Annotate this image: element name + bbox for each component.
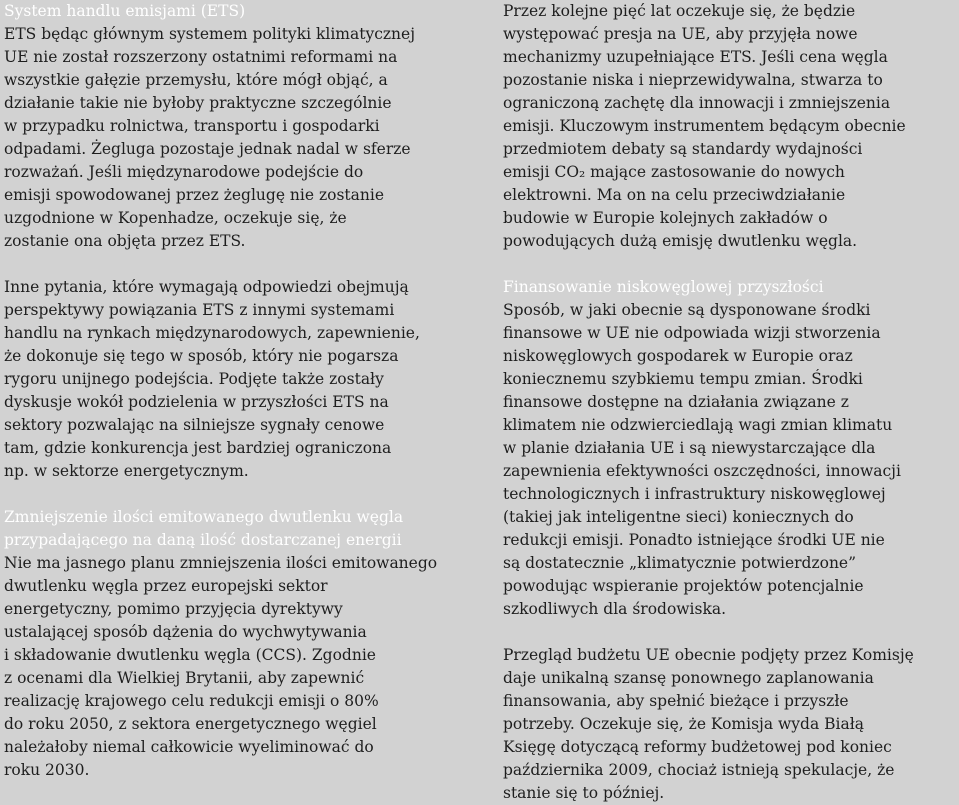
text-line: mechanizmy uzupełniające ETS. Jeśli cena węgla bbox=[503, 48, 888, 66]
text-line: uzgodnione w Kopenhadze, oczekuje się, że bbox=[4, 209, 347, 227]
text-line: (takiej jak inteligentne sieci) koniecznych do bbox=[503, 508, 854, 526]
paragraph-budget-review bbox=[503, 644, 959, 805]
text-line: ograniczoną zachętę dla innowacji i zmniejszenia bbox=[503, 94, 891, 112]
text-line: klimatem nie odzwierciedlają wagi zmian klimatu bbox=[503, 416, 893, 434]
text-line: Księgę dotyczącą reformy budżetowej pod koniec bbox=[503, 738, 892, 756]
text-line: w przypadku rolnictwa, transportu i gospodarki bbox=[4, 117, 380, 135]
text-line: Nie ma jasnego planu zmniejszenia ilości emitowanego bbox=[4, 554, 438, 572]
section-new-mechanisms bbox=[503, 0, 959, 253]
text-line: emisji spowodowanej przez żeglugę nie zostanie bbox=[4, 186, 384, 204]
text-line: Inne pytania, które wymagają odpowiedzi obejmują bbox=[4, 278, 409, 296]
text-line: np. w sektorze energetycznym. bbox=[4, 462, 249, 480]
text-line: finansowe dostępne na działania związane z bbox=[503, 393, 849, 411]
left-column bbox=[4, 0, 484, 782]
text-line: budowie w Europie kolejnych zakładów o bbox=[503, 209, 828, 227]
text-line: elektrowni. Ma on na celu przeciwdziałanie bbox=[503, 186, 846, 204]
text-line: redukcji emisji. Ponadto istniejące środki UE nie bbox=[503, 531, 885, 549]
paragraph-new-mechanisms bbox=[503, 0, 959, 253]
text-line: w planie działania UE i są niewystarczające dla bbox=[503, 439, 876, 457]
text-line: Sposób, w jaki obecnie są dysponowane środki bbox=[503, 301, 871, 319]
text-line: handlu na rynkach międzynarodowych, zapewnienie, bbox=[4, 324, 420, 342]
text-line: finansowania, aby spełnić bieżące i przyszłe bbox=[503, 692, 849, 710]
text-line: ustalającej sposób dążenia do wychwytywania bbox=[4, 623, 367, 641]
text-line: rozważań. Jeśli międzynarodowe podejście do bbox=[4, 163, 364, 181]
heading-low-carbon-finance: Finansowanie niskowęglowej przyszłości bbox=[503, 278, 824, 296]
text-line: dyskusje wokół podzielenia w przyszłości ETS na bbox=[4, 393, 389, 411]
heading-carbon-reduction bbox=[4, 506, 484, 552]
text-line: tam, gdzie konkurencja jest bardziej ograniczona bbox=[4, 439, 392, 457]
spacer bbox=[4, 253, 484, 276]
text-line: że dokonuje się tego w sposób, który nie pogarsza bbox=[4, 347, 399, 365]
text-line: rygoru unijnego podejścia. Podjęte także zostały bbox=[4, 370, 384, 388]
text-line: technologicznych i infrastruktury niskowęglowej bbox=[503, 485, 886, 503]
text-line: ETS będąc głównym systemem polityki klimatycznej bbox=[4, 25, 416, 43]
text-line: powodując wspieranie projektów potencjalnie bbox=[503, 577, 864, 595]
text-line: Przegląd budżetu UE obecnie podjęty przez Komisję bbox=[503, 646, 914, 664]
text-line: do roku 2050, z sektora energetycznego węgiel bbox=[4, 715, 377, 733]
section-low-carbon-finance bbox=[503, 276, 959, 621]
right-column bbox=[503, 0, 959, 805]
section-ets bbox=[4, 0, 484, 253]
text-line: perspektywy powiązania ETS z innymi systemami bbox=[4, 301, 395, 319]
text-line: zapewnienia efektywności oszczędności, innowacji bbox=[503, 462, 901, 480]
text-line: działanie takie nie byłoby praktyczne szczególnie bbox=[4, 94, 392, 112]
text-line: występować presja na UE, aby przyjęła nowe bbox=[503, 25, 858, 43]
text-line: energetyczny, pomimo przyjęcia dyrektywy bbox=[4, 600, 343, 618]
text-line: emisji. Kluczowym instrumentem będącym obecnie bbox=[503, 117, 906, 135]
text-line: roku 2030. bbox=[4, 761, 90, 779]
text-line: emisji CO₂ mające zastosowanie do nowych bbox=[503, 163, 845, 181]
text-line: zostanie ona objęta przez ETS. bbox=[4, 232, 246, 250]
section-other-questions bbox=[4, 276, 484, 483]
text-line: stanie się to później. bbox=[503, 784, 665, 802]
spacer bbox=[503, 253, 959, 276]
text-line: z ocenami dla Wielkiej Brytanii, aby zapewnić bbox=[4, 669, 365, 687]
text-line: są dostatecznie „klimatycznie potwierdzone” bbox=[503, 554, 857, 572]
section-carbon-reduction bbox=[4, 506, 484, 782]
text-line: pozostanie niska i nieprzewidywalna, stwarza to bbox=[503, 71, 883, 89]
text-line: i składowanie dwutlenku węgla (CCS). Zgodnie bbox=[4, 646, 376, 664]
text-line: przedmiotem debaty są standardy wydajności bbox=[503, 140, 863, 158]
text-line: UE nie został rozszerzony ostatnimi reformami na bbox=[4, 48, 398, 66]
text-line: daje unikalną szansę ponownego zaplanowania bbox=[503, 669, 874, 687]
text-line: października 2009, chociaż istnieją spekulacje, że bbox=[503, 761, 895, 779]
paragraph-ets bbox=[4, 23, 484, 253]
text-line: niskowęglowych gospodarek w Europie oraz bbox=[503, 347, 853, 365]
text-line: szkodliwych dla środowiska. bbox=[503, 600, 727, 618]
text-line: dwutlenku węgla przez europejski sektor bbox=[4, 577, 328, 595]
section-budget-review bbox=[503, 644, 959, 805]
spacer bbox=[503, 621, 959, 644]
text-line: finansowe w UE nie odpowiada wizji stworzenia bbox=[503, 324, 881, 342]
heading-line: przypadającego na daną ilość dostarczanej energii bbox=[4, 531, 402, 549]
text-line: wszystkie gałęzie przemysłu, które mógł objąć, a bbox=[4, 71, 388, 89]
spacer bbox=[4, 483, 484, 506]
text-line: potrzeby. Oczekuje się, że Komisja wyda Białą bbox=[503, 715, 864, 733]
text-line: koniecznemu szybkiemu tempu zmian. Środki bbox=[503, 370, 863, 388]
text-line: sektory pozwalając na silniejsze sygnały cenowe bbox=[4, 416, 385, 434]
text-line: Przez kolejne pięć lat oczekuje się, że będzie bbox=[503, 2, 856, 20]
text-line: realizację krajowego celu redukcji emisji o 80% bbox=[4, 692, 379, 710]
text-line: należałoby niemal całkowicie wyeliminować do bbox=[4, 738, 374, 756]
text-line: powodujących dużą emisję dwutlenku węgla. bbox=[503, 232, 858, 250]
paragraph-other-questions bbox=[4, 276, 484, 483]
paragraph-carbon-reduction bbox=[4, 552, 484, 782]
heading-line: Zmniejszenie ilości emitowanego dwutlenku węgla bbox=[4, 508, 404, 526]
text-line: odpadami. Żegluga pozostaje jednak nadal w sferze bbox=[4, 140, 411, 158]
paragraph-low-carbon-finance bbox=[503, 299, 959, 621]
heading-ets: System handlu emisjami (ETS) bbox=[4, 2, 246, 20]
